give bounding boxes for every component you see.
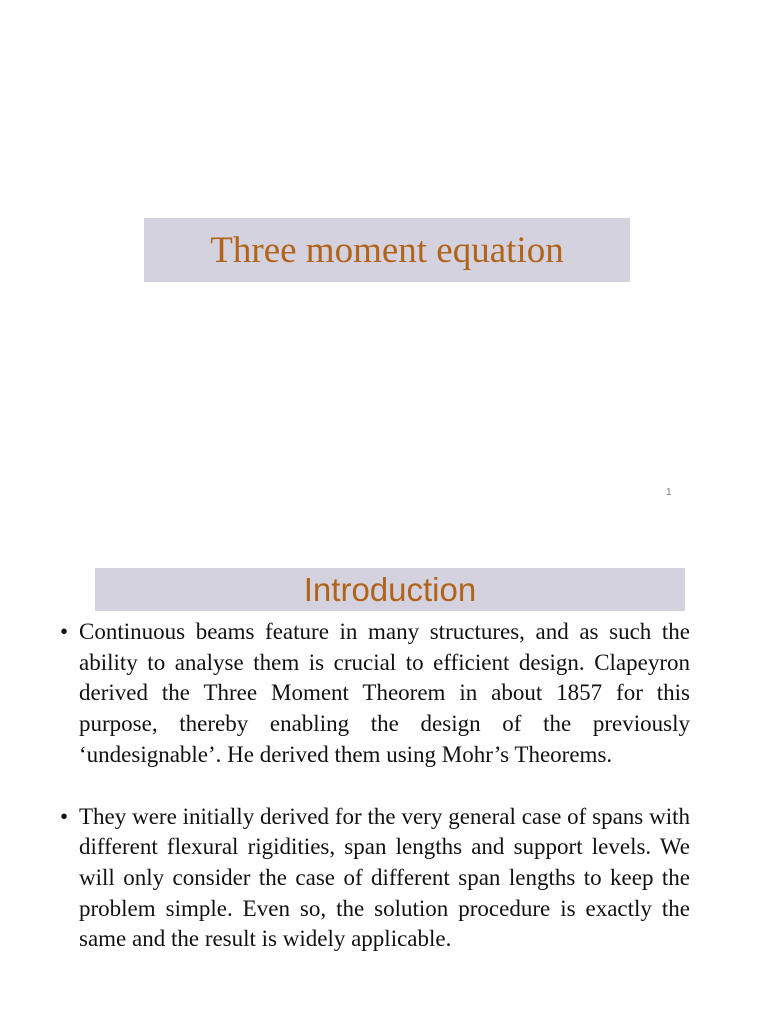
slide-heading: Introduction — [303, 570, 477, 608]
title-banner — [144, 218, 630, 282]
bullet-text: They were initially derived for the very general case of spans with different flexural rigidities, span lengths and support levels. We will only consider the case of different span lengths to keep the problem simple. Even so, the solution procedure is exactly the same and the result is widely applicable. — [79, 803, 690, 952]
bullet-list — [60, 617, 690, 955]
bullet-icon: • — [60, 619, 69, 644]
bullet-item — [60, 802, 690, 956]
bullet-item — [60, 617, 690, 771]
bullet-text: Continuous beams feature in many structures, and as such the ability to analyse them is crucial to efficient design. Clapeyron derived the Three Moment Theorem in about 1857 for this purpose, thereby enabling the design of the previously ‘undesignable’. He derived them using Mohr’s Theorems. — [79, 619, 690, 767]
heading-banner — [95, 568, 685, 611]
slide-title: Three moment equation — [210, 229, 564, 271]
slide-2 — [0, 540, 768, 1024]
bullet-icon: • — [60, 803, 69, 829]
page-number: 1 — [666, 487, 672, 498]
